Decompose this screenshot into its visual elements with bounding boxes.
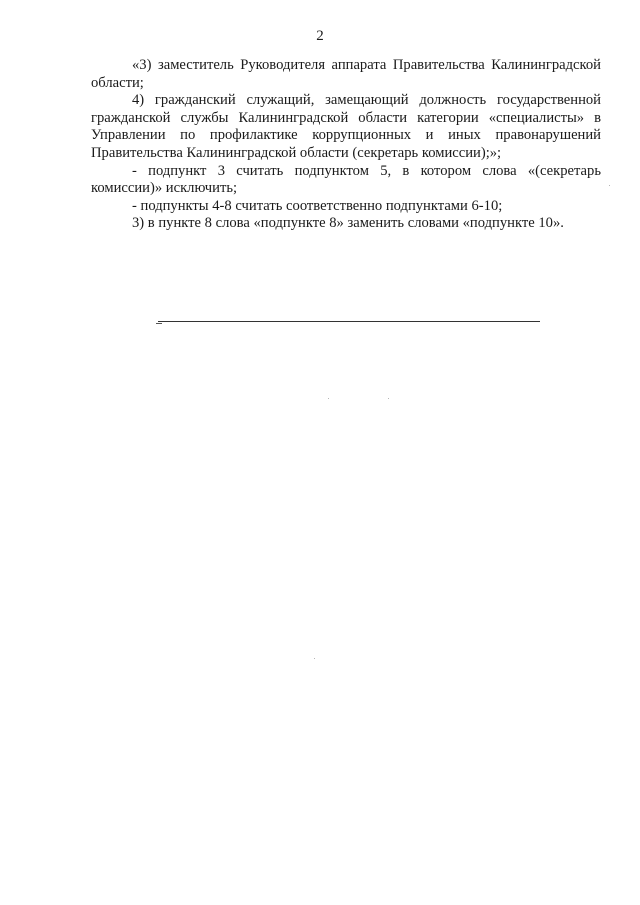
paragraph-subitem-3: - подпункт 3 считать подпунктом 5, в котором слова «(секретарь комиссии)» исключить;: [91, 162, 601, 197]
paragraph-subitems-4-8: - подпункты 4-8 считать соответственно подпунктами 6-10;: [132, 197, 503, 214]
scan-speck: [388, 398, 389, 399]
document-body: [91, 57, 601, 233]
paragraph-civil-servant: 4) гражданский служащий, замещающий должность государственной гражданской службы Калининградской области категории «специалисты» в Управлении по профилактике коррупционных и иных правонарушений Правительства Калининградской области (секретарь комиссии);»;: [91, 92, 601, 161]
page-number: 2: [316, 28, 324, 44]
closing-separator-line: [158, 321, 540, 322]
separator-dash: [156, 323, 162, 324]
scan-speck: [314, 658, 315, 659]
paragraph-deputy-head: «3) заместитель Руководителя аппарата Правительства Калининградской области;: [91, 57, 601, 91]
scan-speck: [609, 185, 610, 186]
scan-speck: [328, 398, 329, 399]
paragraph-item-8: 3) в пункте 8 слова «подпункте 8» заменить словами «подпункте 10».: [132, 215, 564, 232]
